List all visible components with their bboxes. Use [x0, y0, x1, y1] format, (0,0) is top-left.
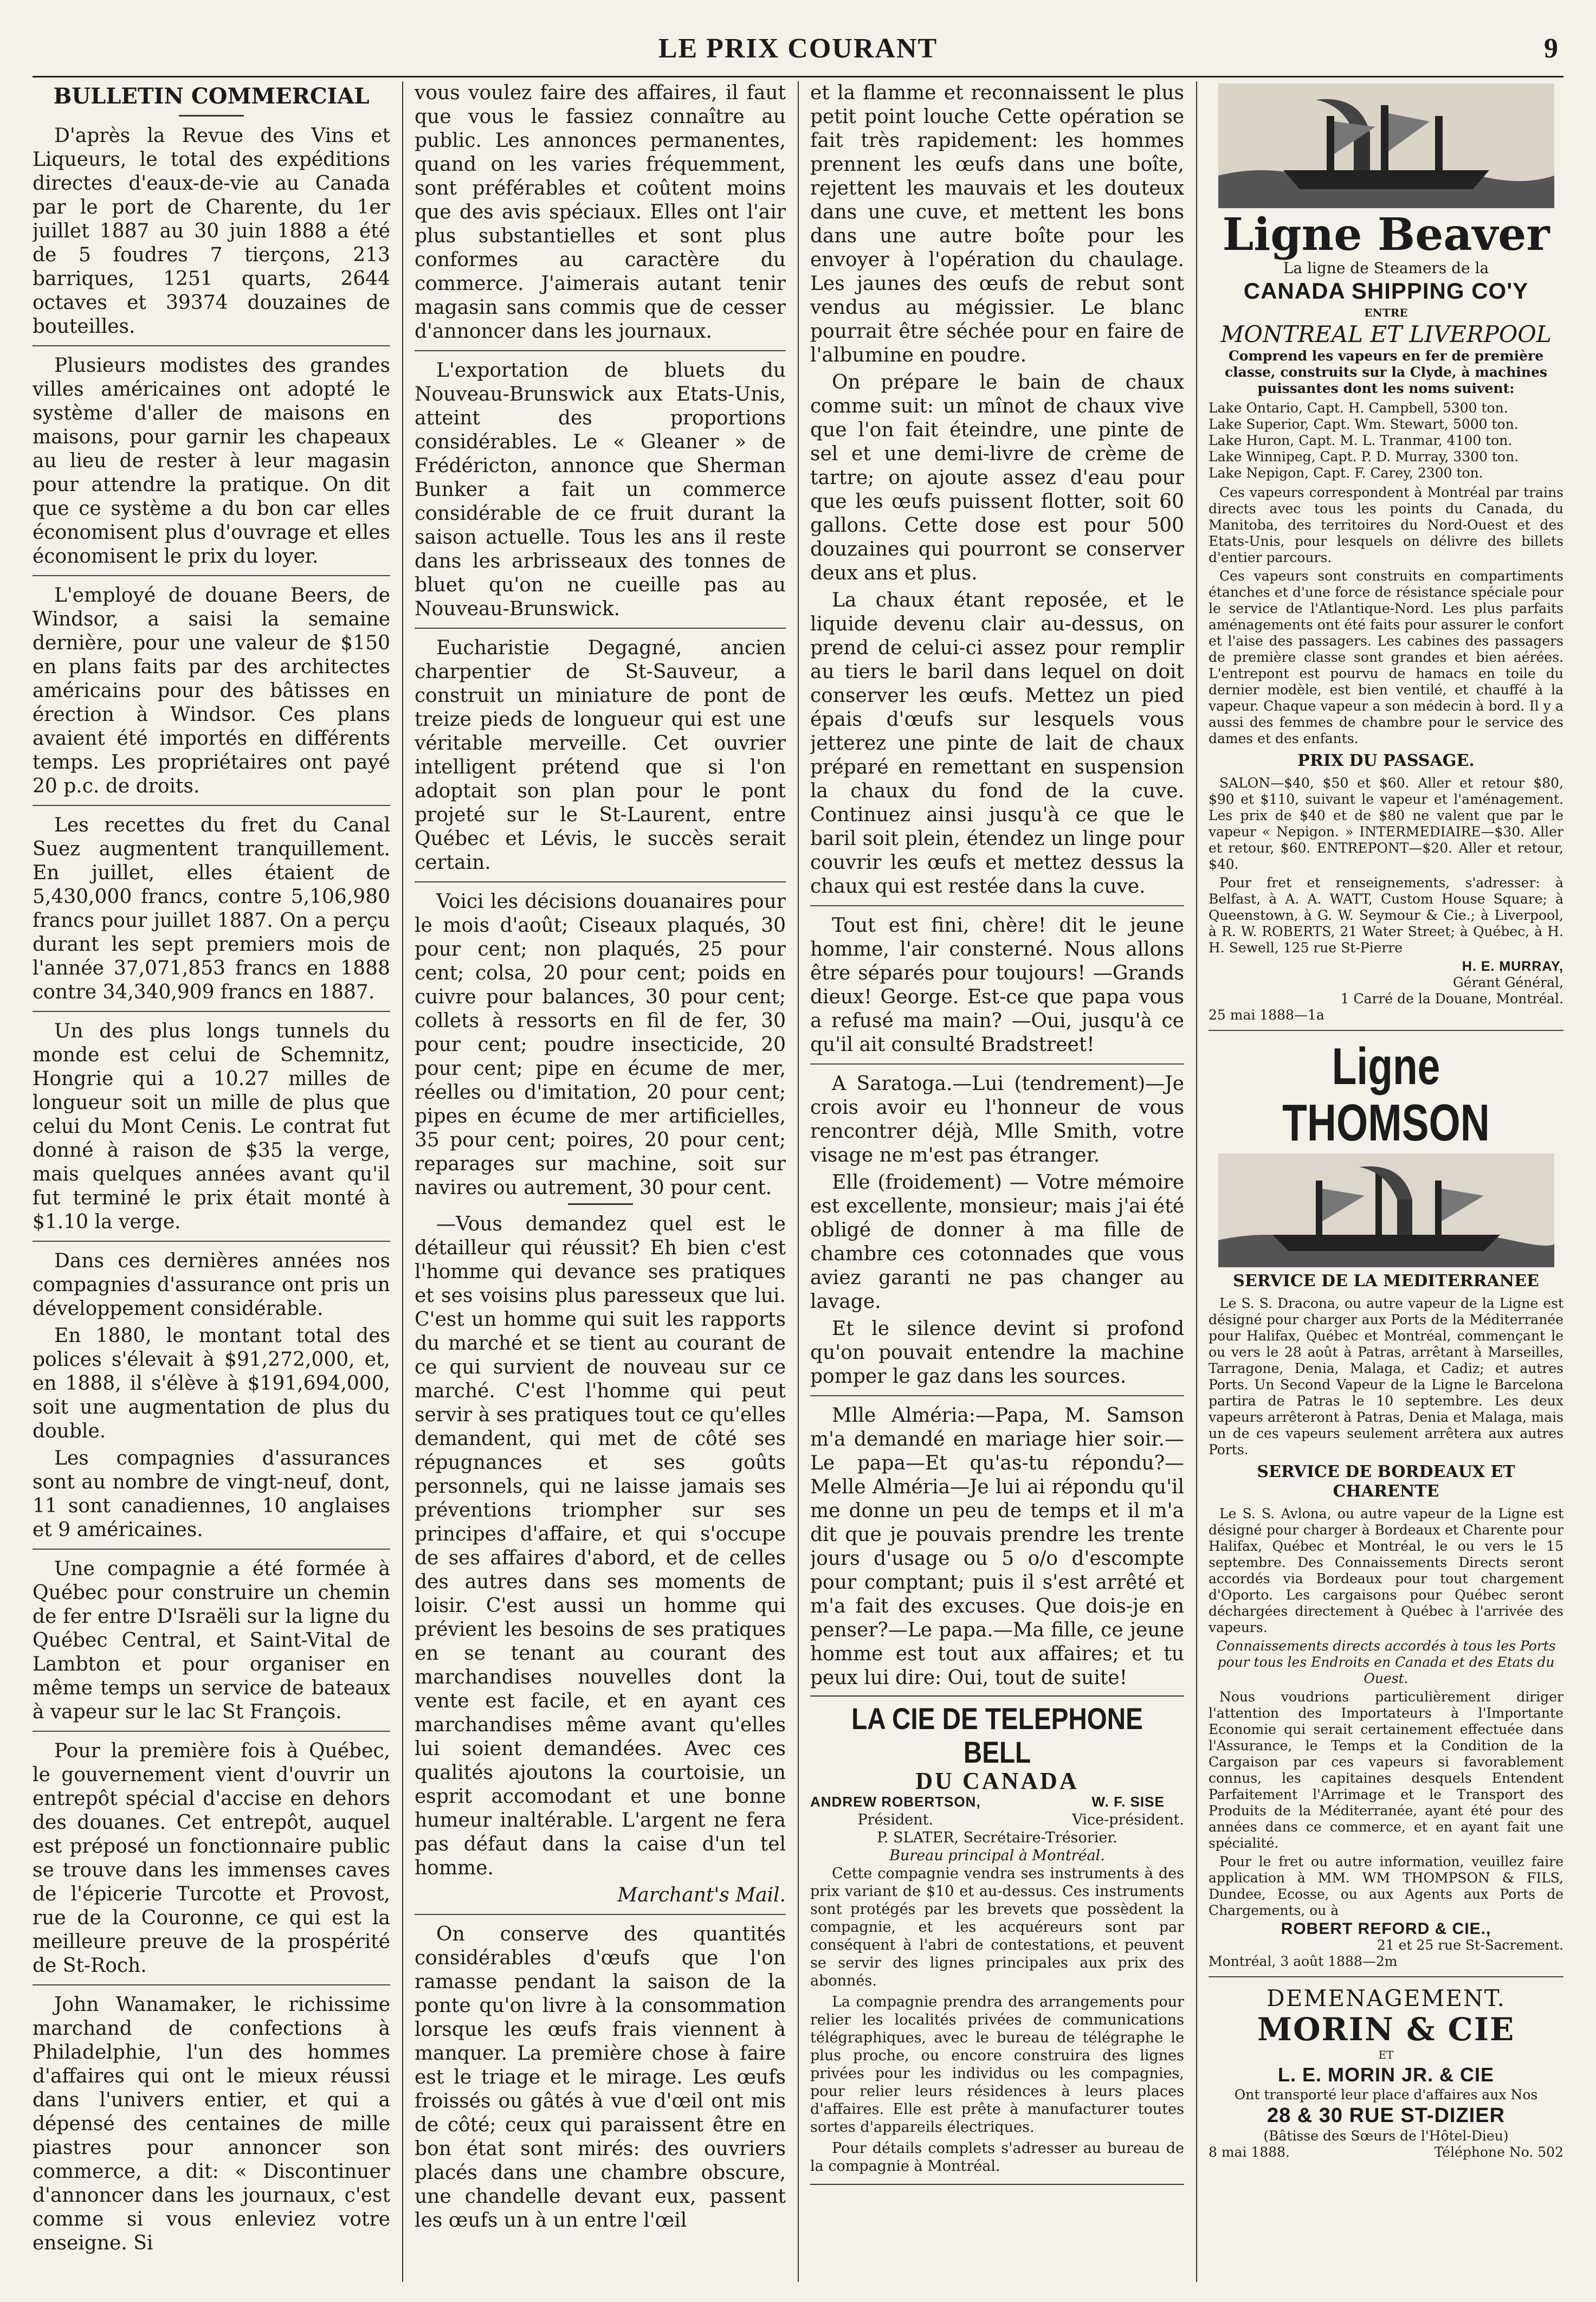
article-paragraph: La chaux étant reposée, et le liquide devenu clair au-dessus, on prend de celui-ci assez pour remplir au tiers le baril dans lequel on doit conserver les œufs. Mettez un pied épais d'œufs sur lesquels vous jetterez une pinte de lait de chaux préparé en remettant en suspension la chaux du fond de la cuve. Continuez ainsi jusqu'à ce que le baril soit plein, étendez un linge pour couvrir les œufs et mettez dessus la chaux qui est restée dans la cuve.	[810, 589, 1184, 898]
officer-name: ANDREW ROBERTSON,	[810, 1794, 981, 1810]
article-paragraph: Dans ces dernières années nos compagnies d'assurance ont pris un développement considérable.	[33, 1250, 390, 1320]
agent-name: ROBERT REFORD & CIE.,	[1281, 1920, 1491, 1938]
beaver-signature	[1209, 958, 1563, 1007]
officer-right	[1072, 1793, 1184, 1829]
divider	[33, 1011, 390, 1012]
divider	[33, 1731, 390, 1732]
agent-address: 21 et 25 rue St-Sacrement.	[1377, 1937, 1563, 1953]
article-paragraph: Tout est fini, chère! dit le jeune homme, l'air consterné. Nous allons être séparés pour toujours! —Grands dieux! George. Est-ce que papa vous a refusé ma main? —Oui, jusqu'à ce qu'il ait consulté Bradstreet!	[810, 914, 1184, 1056]
officer-name: W. F. SISE	[1091, 1794, 1165, 1810]
column-rule	[1196, 81, 1197, 2282]
ship-entry: Lake Winnipeg, Capt. P. D. Murray, 3300 ton.	[1209, 449, 1519, 465]
officer-left	[810, 1793, 981, 1829]
article-paragraph: A Saratoga.—Lui (tendrement)—Je crois avoir eu l'honneur de vous rencontrer déjà, Mlle Smith, votre visage ne m'est pas étranger.	[810, 1073, 1184, 1166]
divider	[810, 905, 1184, 906]
column-1	[33, 81, 390, 2282]
bell-office: Bureau principal à Montréal.	[889, 1847, 1105, 1864]
signature-text: Marchant's Mail.	[617, 1884, 786, 1906]
manager-address: 1 Carré de la Douane, Montréal.	[1340, 991, 1563, 1007]
beaver-intro: Comprend les vapeurs en fer de première classe, construits sur la Clyde, à machines puissantes dont les noms suivent:	[1224, 348, 1548, 396]
mediterranean-text: Le S. S. Dracona, ou autre vapeur de la Ligne est désigné pour charger aux Ports de la Méditerranée pour Halifax, Québec et Montréal, commençant le ou vers le 28 août à Patras, arrêtant à Marseilles, Tarragone, Denia, Malaga, et Cadiz; et autres Ports. Un Second Vapeur de la Ligne le Barcelona partira de Patras le 10 septembre. Les deux vapeurs arrêteront à Patras, Denia et Malaga, mais un de ces vapeurs seulement arrêtera aux autres Ports.	[1209, 1295, 1563, 1458]
beaver-contacts: Pour fret et renseignements, s'adresser: à Belfast, à A. A. WATT, Custom House Square; à Queenstown, à G. W. Seymour & Cie.; à Liverpool, à R. W. ROBERTS, 21 Water Street; à Québec, à H. H. Sewell, 125 rue St-Pierre	[1209, 875, 1563, 956]
article-paragraph: Pour la première fois à Québec, le gouvernement vient d'ouvrir un entrepôt spécial d'accise en dehors des douanes. Cet entrepôt, auquel est préposé un fonctionnaire public se trouve dans les immenses caves de l'épicerie Turcotte et Provost, rue de la Couronne, ce qui est la meilleure preuve de la prospérité de St-Roch.	[33, 1740, 390, 1977]
beaver-company: CANADA SHIPPING CO'Y	[1243, 278, 1529, 304]
morin-footer	[1209, 2144, 1563, 2161]
article-paragraph: Mlle Alméria:—Papa, M. Samson m'a demandé en mariage hier soir.—Le papa—Et qu'as-tu répondu?—Melle Alméria—Je lui ai répondu qu'il me donne un peu de temps et il m'a dit que je pouvais prendre les trente jours d'usage ou 5 o/o d'escompte pour comptant; puis il s'est arrêté et m'a fait des excuses. Que dois-je en penser?—Le papa.—Ma fille, ce jeune homme est tout aux affaires; et tu peux lui dire: Oui, tout de suite!	[810, 1404, 1184, 1689]
article-paragraph: vous voulez faire des affaires, il faut que vous le fassiez connaître au public. Les annonces permanentes, quand on les varies fréquemment, sont préférables et coûtent moins que des avis spéciaux. Elles ont l'air plus substantielles et sont plus conformes au caractère du commerce. J'aimerais autant tenir magasin sans commis que de cesser d'annoncer dans les journaux.	[415, 82, 786, 343]
beaver-text: Ces vapeurs correspondent à Montréal par trains directs avec tous les points du Canada, du Manitoba, des territoires du Nord-Ouest et des Etats-Unis, pour lesquels on délivre des billets d'entier parcours.	[1209, 485, 1563, 565]
article-paragraph: Et le silence devint si profond qu'on pouvait entendre la machine pomper le gaz dans les sources.	[810, 1318, 1184, 1388]
beaver-date: 25 mai 1888—1a	[1209, 1007, 1324, 1023]
article-signature	[415, 1884, 786, 1907]
article-paragraph: et la flamme et reconnaissent le plus petit point louche Cette opération se fait très rapidement: les hommes prennent les œufs dans une boîte, rejettent les mauvais et les douteux dans une cuve, et mettent les bons dans une autre boîte pour les envoyer à l'opération du chaulage. Les jaunes des œufs de rebut sont vendus au mégissier. Le blanc pourrait être séchée pour en faire de l'albumine en poudre.	[810, 82, 1184, 366]
morin-address: 28 & 30 RUE ST-DIZIER	[1267, 2104, 1505, 2127]
ship-entry: Lake Ontario, Capt. H. Campbell, 5300 ton.	[1209, 400, 1508, 416]
divider	[33, 575, 390, 576]
column-2	[415, 81, 786, 2282]
through-bills-note: Connaissements directs accordés à tous les Ports pour tous les Endroits en Canada et des Etats du Ouest.	[1216, 1638, 1556, 1686]
morin-and: ET	[1378, 2048, 1394, 2061]
beaver-route: MONTREAL ET LIVERPOOL	[1220, 321, 1552, 347]
divider	[415, 1914, 786, 1915]
beaver-line-tagline: La ligne de Steamers de la	[1283, 259, 1489, 277]
article-paragraph: Voici les décisions douanaires pour le mois d'août; Ciseaux plaqués, 30 pour cent; non plaqués, 25 pour cent; colsa, 20 pour cent; poids en cuivre pour balances, 30 pour cent; collets à ressorts en fil de fer, 30 pour cent; poudre insecticide, 20 pour cent; pipe en écume de mer, réelles ou d'imitation, 20 pour cent; pipes en écume de mer artificielles, 35 pour cent; poires, 20 pour cent; reparages sur machine, soit sur navires ou autrement, 30 pour cent.	[415, 891, 786, 1199]
morin-building: (Bâtisse des Sœurs de l'Hôtel-Dieu)	[1263, 2128, 1509, 2144]
newspaper-title: LE PRIX COURANT	[658, 33, 938, 64]
bell-ad-text: Pour détails complets s'adresser au bureau de la compagnie à Montréal.	[810, 2140, 1184, 2175]
page-number: 9	[1544, 33, 1558, 64]
morin-date: 8 mai 1888.	[1209, 2144, 1290, 2160]
article-paragraph: Plusieurs modistes des grandes villes américaines ont adopté le système d'aller de maisons en maisons, pour garnir les chapeaux au lieu de rester à leur magasin pour attendre la pratique. On dit que ce système a du bon car elles économisent plus d'ouvrage et elles économisent le prix du loyer.	[33, 354, 390, 568]
column-rule	[402, 81, 403, 2282]
bell-ad-subtitle: DU CANADA	[915, 1768, 1079, 1794]
divider	[33, 805, 390, 806]
thomson-text: Nous voudrions particulièrement diriger l'attention des Importateurs à l'Importante Economie qui serait certainement effectuée dans l'Assurance, le Temps et la Condition de la Cargaison par ces vapeurs si favorablement connus, les capitaines desquels Entendent Parfaitement l'Arrimage et le Transport des Produits de la Méditerranée, ayant été pour des années dans ce commerce, et en ayant fait une spécialité.	[1209, 1689, 1563, 1851]
morin-name-2: L. E. MORIN JR. & CIE	[1277, 2064, 1495, 2086]
divider	[810, 1063, 1184, 1065]
morin-ad	[1209, 1985, 1563, 2161]
divider	[33, 1549, 390, 1550]
divider	[415, 881, 786, 882]
officer-title: Président.	[857, 1811, 934, 1828]
section-heading: BULLETIN COMMERCIAL	[53, 83, 370, 109]
bell-officers	[810, 1793, 1184, 1829]
divider	[33, 345, 390, 346]
column-rule	[798, 81, 799, 2282]
thomson-contact: Pour le fret ou autre information, veuillez faire application à MM. WM THOMPSON & FILS, Dundee, Ecosse, ou aux Agents aux Ports de Chargements, ou à	[1209, 1854, 1563, 1918]
column-4	[1209, 81, 1563, 2282]
article-paragraph: L'exportation de bluets du Nouveau-Brunswick aux Etats-Unis, atteint des proportions considérables. Le « Gleaner » de Frédéricton, annonce que Sherman Bunker a fait un commerce considérable de ce fruit durant la saison actuelle. Tous les ans il reste dans les arbrisseaux des tonnes de bluet qu'on ne cueille pas au Nouveau-Brunswick.	[415, 359, 786, 620]
ship-list	[1209, 400, 1563, 481]
article-paragraph: Les recettes du fret du Canal Suez augmentent tranquillement. En juillet, elles étaient de 5,430,000 francs, contre 5,106,980 francs pour juillet 1887. On a perçu durant les sept premiers mois de l'année 37,071,853 francs en 1888 contre 34,340,909 francs en 1887.	[33, 814, 390, 1003]
morin-text: Ont transporté leur place d'affaires aux Nos	[1234, 2087, 1538, 2103]
thomson-line-title: Ligne THOMSON	[1282, 1037, 1490, 1152]
divider	[810, 1395, 1184, 1396]
bell-ad-text: La compagnie prendra des arrangements pour relier les localités privées de communications télégraphiques, avec le bureau de télégraphe le plus proche, ou encore construira des lignes privées pour les individus ou les compagnies, pour relier leurs résidences à leurs places d'affaires. Elle est prête à manufacturer toutes sortes d'appareils électriques.	[810, 1994, 1184, 2136]
ship-entry: Lake Huron, Capt. M. L. Tranmar, 4100 ton.	[1209, 433, 1513, 448]
morin-name: MORIN & CIE	[1257, 2011, 1515, 2048]
divider	[33, 1984, 390, 1985]
bordeaux-heading: SERVICE DE BORDEAUX ET CHARENTE	[1257, 1462, 1515, 1501]
article-paragraph: En 1880, le montant total des polices s'élevait à $91,272,000, et, en 1888, il s'élève à $191,694,000, soit une augmentation de plus du double.	[33, 1325, 390, 1442]
bell-secretary: P. SLATER, Secrétaire-Trésorier.	[877, 1829, 1117, 1846]
bell-ad-title: LA CIE DE TELEPHONE BELL	[851, 1701, 1143, 1769]
officer-title: Vice-président.	[1072, 1811, 1184, 1828]
column-3	[810, 81, 1184, 2282]
divider	[415, 628, 786, 629]
article-paragraph: Les compagnies d'assurances sont au nombre de vingt-neuf, dont, 11 sont canadiennes, 10 anglaises et 9 américaines.	[33, 1447, 390, 1541]
article-paragraph: Un des plus longs tunnels du monde est celui de Schemnitz, Hongrie qui a 10.27 milles de longueur soit un mille de plus que celui du Mont Cenis. Le contrat fut donné à raison de $35 la verge, mais quelques années avant qu'il fut terminé le prix était monté à $1.10 la verge.	[33, 1020, 390, 1233]
beaver-text: Ces vapeurs sont construits en compartiments étanches et d'une force de résistance spéciale pour le service de l'Atlantique-Nord. Les plus parfaits aménagements ont été faits pour assurer le confort et l'aise des passagers. Les cabines des passagers de première classe sont grandes et bien aérées. L'entrepont est pourvu de hamacs en toile du dernier modèle, est bien ventilé, et chauffé à la vapeur. Chaque vapeur a son médecin à bord. Il y a aussi des femmes de chambre pour le service des dames et des enfants.	[1209, 568, 1563, 746]
morin-heading: DEMENAGEMENT.	[1267, 1985, 1505, 2011]
ship-entry: Lake Superior, Capt. Wm. Stewart, 5000 ton.	[1209, 416, 1519, 432]
article-paragraph: Elle (froidement) — Votre mémoire est excellente, monsieur; mais j'ai été obligé de donner à ma fille de chambre ces cotonnades que vous aviez garanti ne pas changer au lavage.	[810, 1171, 1184, 1313]
bordeaux-text: Le S. S. Avlona, ou autre vapeur de la Ligne est désigné pour charger à Bordeaux et Charente pour Halifax, Québec et Montréal, le ou vers le 15 septembre. Des Connaissements Directs seront accordés via Bordeaux pour tout chargement d'Oporto. Les cargaisons pour Québec seront déchargées directement à Québec à l'arrivée des vapeurs.	[1209, 1506, 1563, 1635]
newspaper-page	[33, 22, 1563, 2282]
article-paragraph: John Wanamaker, le richissime marchand de confections à Philadelphie, l'un des hommes d'affaires qui ont le mieux réussi dans l'univers entier, et qui a dépensé des centaines de mille piastres pour annoncer son commerce, a dit: « Discontinuer d'annoncer dans les journaux, c'est comme si vous enleviez votre enseigne. Si	[33, 1994, 390, 2254]
ship-entry: Lake Nepigon, Capt. F. Carey, 2300 ton.	[1209, 465, 1483, 481]
steamship-illustration	[1218, 83, 1554, 208]
manager-name: H. E. MURRAY,	[1462, 959, 1563, 974]
article-paragraph: Eucharistie Degagné, ancien charpentier de St-Sauveur, a construit un miniature de pont de treize pieds de longueur qui est une véritable merveille. Cet ouvrier intelligent prétend que si l'on adoptait son plan pour le pont projeté sur le St-Laurent, entre Québec et Lévis, le succès serait certain.	[415, 637, 786, 874]
bell-telephone-ad	[810, 1695, 1184, 2185]
divider	[1209, 1976, 1563, 1977]
morin-phone: Téléphone No. 502	[1434, 2144, 1563, 2160]
article-paragraph: Une compagnie a été formée à Québec pour construire un chemin de fer entre D'Israëli sur la ligne du Québec Central, et Saint-Vital de Lambton et pour organiser en même temps un service de bateaux à vapeur sur le lac St François.	[33, 1558, 390, 1723]
article-paragraph: On prépare le bain de chaux comme suit: un mînot de chaux vive que l'on fait éteindre, une pinte de sel et une demi-livre de crème de tartre; on ajoute assez d'eau pour que les œufs puissent flotter, soit 60 gallons. Cette dose est pour 500 douzaines qui pourront se conserver deux ans et plus.	[810, 371, 1184, 584]
fares-heading: PRIX DU PASSAGE.	[1297, 751, 1475, 770]
mediterranean-heading: SERVICE DE LA MEDITERRANEE	[1233, 1272, 1539, 1291]
divider	[179, 115, 244, 117]
divider	[568, 1203, 633, 1205]
article-paragraph: D'après la Revue des Vins et Liqueurs, le total des expéditions directes d'eaux-de-vie au Canada par le port de Charente, du 1er juillet 1887 au 30 juin 1888 a été de 5 foudres 7 tierçons, 213 barriques, 1251 quarts, 2644 octaves et 39374 douzaines de bouteilles.	[33, 125, 390, 338]
article-paragraph: On conserve des quantités considérables d'œufs que l'on ramasse pendant la saison de la ponte qu'on livre à la consommation lorsque les œufs frais viennent à manquer. La première chose à faire est le triage et le mirage. Les œufs froissés ou gâtés à vue d'œil ont mis de côté; ceux qui paraissent être en bon état sont mirés: des ouvriers placés dans une chambre obscure, une chandelle devant eux, passent les œufs un à un entre l'œil	[415, 1923, 786, 2232]
divider	[1209, 1030, 1563, 1031]
thomson-date: Montréal, 3 août 1888—2m	[1209, 1953, 1398, 1969]
thomson-line-ad	[1209, 1039, 1563, 1970]
fares-text: SALON—$40, $50 et $60. Aller et retour $80, $90 et $110, suivant le vapeur et l'aménagement. Les prix de $40 et de $80 ne valent que par le vapeur « Nepigon. » INTERMEDIAIRE—$30. Aller et retour, $60. ENTREPONT—$20. Aller et retour, $40.	[1209, 775, 1563, 872]
beaver-line-title: Ligne Beaver	[1222, 209, 1550, 261]
beaver-line-ad	[1209, 83, 1563, 1023]
bell-ad-text: Cette compagnie vendra ses instruments à des prix variant de $10 et au-dessus. Ces instruments sont protégés par les brevets que possèdent la compagnie, et les acquéreurs sont par conséquent à l'abri de contestations, et peuvent se servir des lignes principales aux prix des abonnés.	[810, 1865, 1184, 1989]
article-paragraph: —Vous demandez quel est le détailleur qui réussit? Eh bien c'est l'homme qui devance ses pratiques et ses voisins plus paresseux que lui. C'est un homme qui suit les rapports du marché et se tient au courant de ce qui survient de nouveau sur ce marché. C'est l'homme qui peut servir à ses pratiques tout ce qu'elles demandent, qui met de côté ses répugnances et ses goûts personnels, qui ne laisse jamais ses préventions triompher sur ses principes d'affaire, et qui s'occupe de ses affaires d'abord, et de celles des autres dans ses moments de loisir. C'est aussi un homme qui prévient les besoins de ses pratiques en se tenant au courant des marchandises nouvelles dont la vente est facile, et en ayant ces marchandises même avant qu'elles lui soient demandées. Avec ces qualités ajoutons la courtoisie, un esprit accomodant et une bonne humeur inaltérable. L'argent ne fera pas défaut dans la caise d'un tel homme.	[415, 1213, 786, 1879]
beaver-between: ENTRE	[1364, 306, 1408, 319]
steamship-illustration	[1218, 1153, 1554, 1267]
article-paragraph: L'employé de douane Beers, de Windsor, a saisi la semaine dernière, pour une valeur de $150 en plans faits par des architectes américains pour des bâtisses en érection à Windsor. Ces plans avaient été importés en différents temps. Les propriétaires ont payé 20 p.c. de droits.	[33, 584, 390, 797]
manager-title: Gérant Général,	[1452, 975, 1563, 990]
running-header	[33, 22, 1563, 78]
divider	[415, 350, 786, 351]
divider	[33, 1241, 390, 1242]
